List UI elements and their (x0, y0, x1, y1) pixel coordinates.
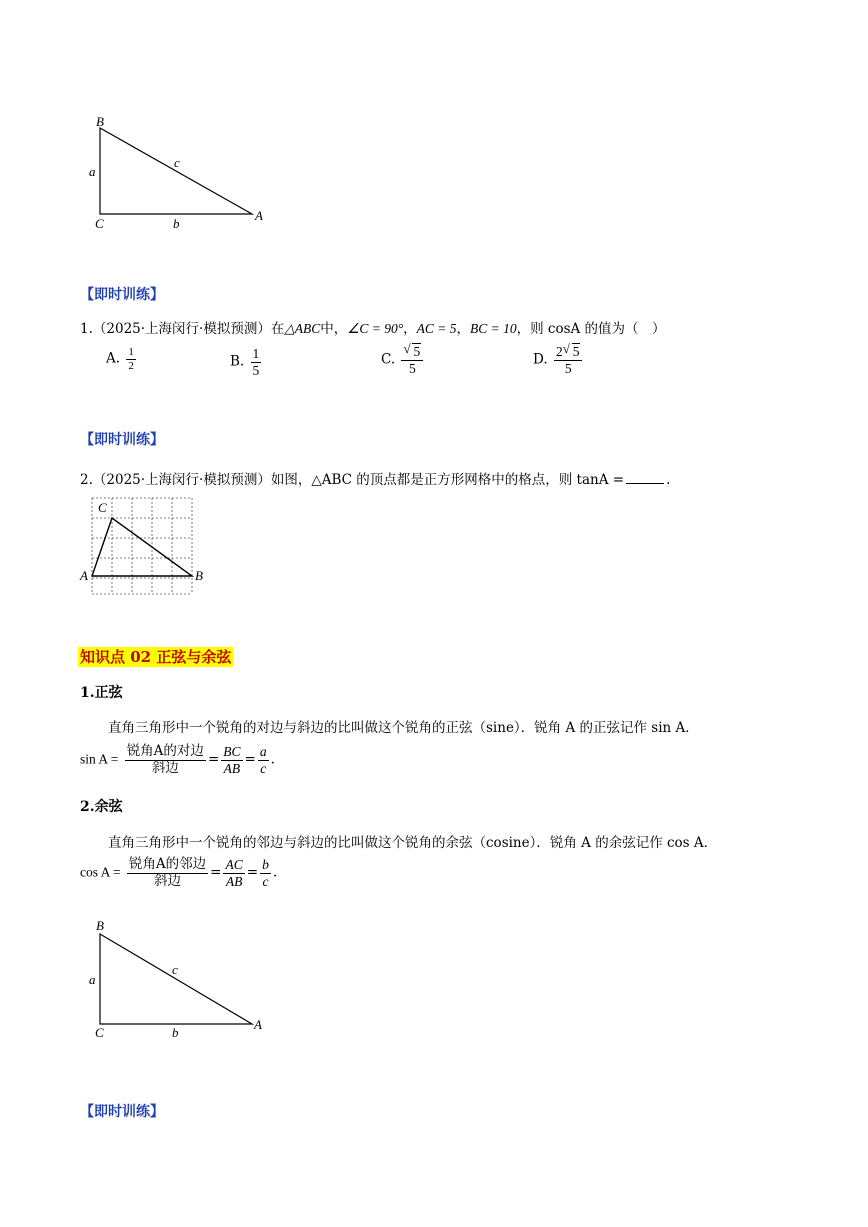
side-c-label: c (174, 155, 180, 170)
answer-blank[interactable] (626, 471, 664, 484)
separator: ， (403, 321, 417, 337)
training-label-2: 【即时训练】 (80, 432, 164, 448)
vertex-b-label: B (96, 918, 104, 933)
triangle-name: △ABC (284, 321, 321, 336)
side-c-label: c (172, 962, 178, 977)
option-letter: C. (381, 351, 396, 368)
cosine-title: 2.余弦 (80, 799, 123, 815)
question-text: 中， (320, 321, 348, 337)
angle-condition: ∠C = 90° (347, 321, 404, 336)
sine-formula: sin A = $\frac{\text{锐角A的对边}}{\text{斜边}}$ = $\frac{BC}{AB}$ = $\frac{a}{c}$ . (80, 743, 275, 776)
triangle-shape (100, 128, 252, 214)
training-label-3: 【即时训练】 (80, 1104, 164, 1120)
formula-fraction-words: $\frac{\text{锐角A的对边}}{\text{斜边}}$ (126, 743, 204, 776)
option-fraction: $\frac{1}{2}$ (128, 346, 134, 372)
question-1 (80, 317, 666, 337)
cosine-formula: cos A = $\frac{\text{锐角A的邻边}}{\text{斜边}}$ = $\frac{AC}{AB}$ = $\frac{b}{c}$ . (80, 856, 278, 889)
vertex-c-label: C (95, 1025, 104, 1040)
grid-vertex-b-label: B (195, 568, 203, 583)
formula-lhs: cos A = (80, 864, 121, 880)
option-fraction: $\frac{1}{5}$ (252, 346, 260, 378)
question-2: 2.（2025·上海闵行·模拟预测）如图，△ABC 的顶点都是正方形网格中的格点，则 tanA = . (80, 472, 671, 488)
side-b-label: b (173, 216, 180, 231)
sine-title: 1.正弦 (80, 685, 123, 701)
option-b[interactable] (230, 346, 263, 378)
vertex-c-label: C (95, 216, 104, 231)
grid-vertex-c-label: C (98, 500, 107, 515)
side-b-label: b (172, 1025, 179, 1040)
question-tail: ，则 cosA 的值为（ ） (516, 321, 666, 337)
option-letter: A. (106, 350, 121, 367)
vertex-a-label: A (255, 208, 263, 223)
formula-fraction-letters: $\frac{b}{c}$ (262, 857, 269, 889)
option-a[interactable] (106, 346, 138, 372)
side-a-label: a (89, 164, 96, 179)
vertex-a-label: A (254, 1017, 262, 1032)
sine-description: 直角三角形中一个锐角的对边与斜边的比叫做这个锐角的正弦（sine）．锐角 A 的正弦记作 sin A． (108, 720, 699, 736)
question-source: （2025·上海闵行·模拟预测）在 (92, 321, 285, 337)
right-triangle-figure-2 (80, 920, 280, 1045)
option-c[interactable] (381, 344, 425, 376)
right-triangle-figure-1 (80, 110, 280, 235)
formula-fraction-words: $\frac{\text{锐角A的邻边}}{\text{斜边}}$ (128, 856, 207, 889)
cosine-description: 直角三角形中一个锐角的邻边与斜边的比叫做这个锐角的余弦（cosine）．锐角 A 的余弦记作 cos A． (108, 835, 718, 851)
option-fraction: √ $\frac{5}{5}$ (401, 344, 423, 376)
triangle-shape (100, 934, 252, 1024)
question-number: 1. (80, 321, 93, 337)
bc-condition: BC = 10 (469, 321, 517, 336)
formula-fraction-sides: $\frac{BC}{AB}$ (223, 744, 241, 776)
formula-lhs: sin A = (80, 751, 119, 767)
option-fraction: $\frac{2√ 5}{5}$ (554, 344, 583, 376)
separator: ， (456, 321, 470, 337)
vertex-b-label: B (96, 114, 104, 129)
grid-vertex-a-label: A (80, 568, 88, 583)
formula-fraction-letters: $\frac{a}{c}$ (259, 744, 267, 776)
option-letter: B. (230, 353, 245, 370)
grid-triangle-shape (92, 518, 192, 576)
formula-fraction-sides: $\frac{AC}{AB}$ (225, 857, 243, 889)
option-d[interactable] (533, 344, 584, 376)
training-label-1: 【即时训练】 (80, 287, 164, 303)
side-a-label: a (89, 972, 96, 987)
question-text: （2025·上海闵行·模拟预测）如图，△ABC 的顶点都是正方形网格中的格点，则 tanA = (92, 472, 625, 488)
section-heading (78, 646, 233, 667)
section-heading-text: 知识点 02 正弦与余弦 (80, 648, 232, 666)
question-number: 2. (80, 472, 93, 488)
option-letter: D. (533, 351, 548, 368)
ac-condition: AC = 5 (416, 321, 457, 336)
